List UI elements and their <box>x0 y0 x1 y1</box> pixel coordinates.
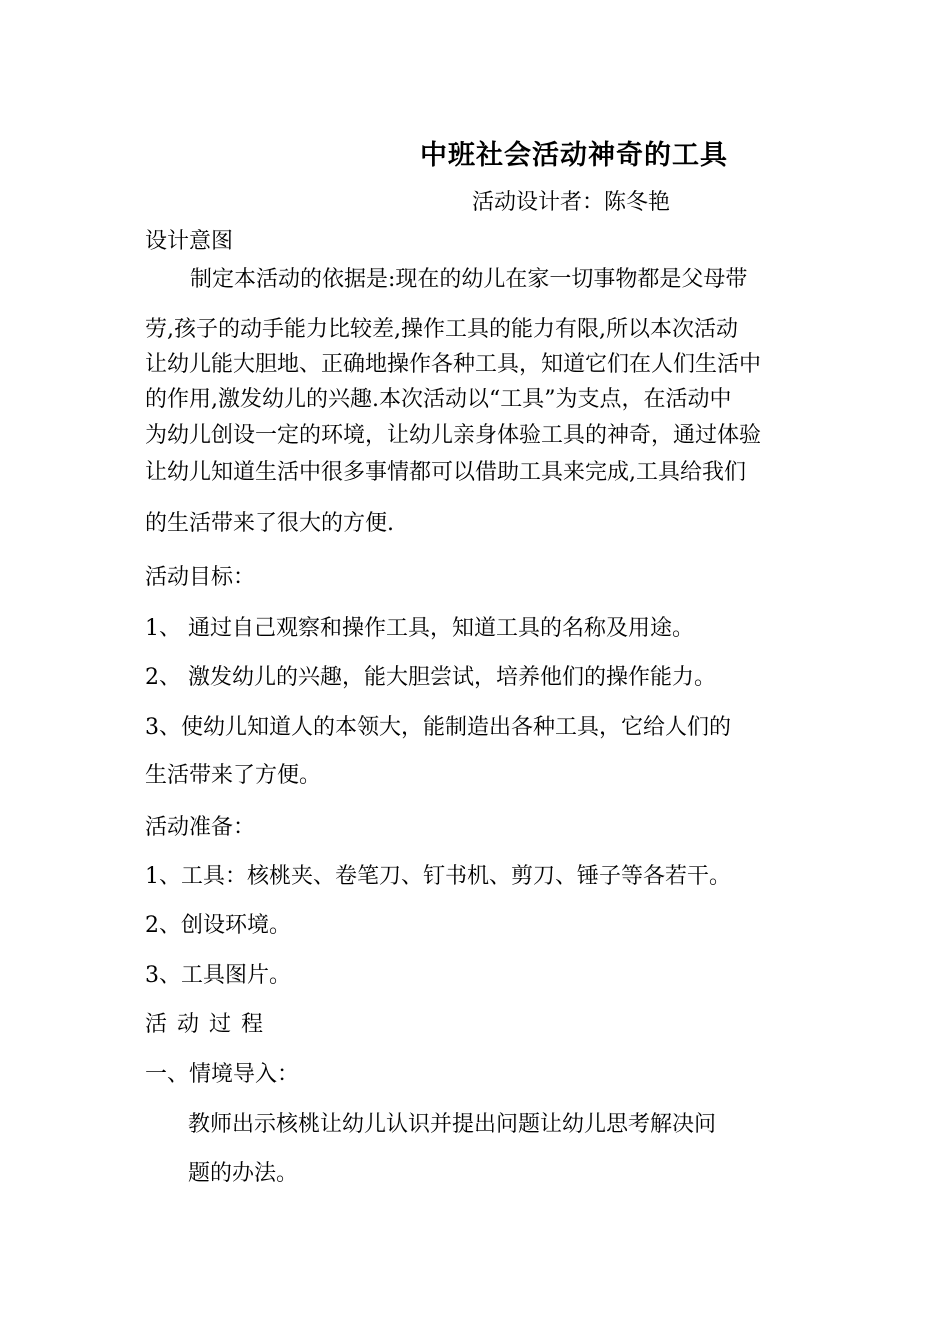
design-intent-line: 制定本活动的依据是:现在的幼儿在家一切事物都是父母带 <box>190 267 748 292</box>
process-heading: 活动过程 <box>145 1012 274 1037</box>
preparation-item: 3、工具图片。 <box>145 963 291 988</box>
goals-heading: 活动目标： <box>145 565 256 590</box>
design-intent-line: 为幼儿创设一定的环境，让幼儿亲身体验工具的神奇，通过体验 <box>145 423 762 448</box>
design-intent-line: 让幼儿知道生活中很多事情都可以借助工具来完成,工具给我们 <box>145 460 746 485</box>
design-intent-line: 让幼儿能大胆地、正确地操作各种工具，知道它们在人们生活中 <box>145 352 762 377</box>
goal-item: 1、 通过自己观察和操作工具，知道工具的名称及用途。 <box>145 616 694 641</box>
design-intent-line: 劳,孩子的动手能力比较差,操作工具的能力有限,所以本次活动 <box>145 317 738 342</box>
document-author: 活动设计者：陈冬艳 <box>472 190 671 215</box>
goal-item: 3、使幼儿知道人的本领大，能制造出各种工具，它给人们的 <box>145 715 731 740</box>
design-intent-line: 的作用,激发幼儿的兴趣.本次活动以“工具”为支点，在活动中 <box>145 387 732 412</box>
step1-line: 题的办法。 <box>188 1161 299 1186</box>
step1-heading: 一、情境导入： <box>145 1062 300 1087</box>
goal-item: 2、 激发幼儿的兴趣，能大胆尝试，培养他们的操作能力。 <box>145 665 716 690</box>
preparation-heading: 活动准备： <box>145 815 256 840</box>
preparation-item: 2、创设环境。 <box>145 913 291 938</box>
step1-line: 教师出示核桃让幼儿认识并提出问题让幼儿思考解决问 <box>188 1112 717 1137</box>
document-title: 中班社会活动神奇的工具 <box>420 140 728 171</box>
goal-item: 生活带来了方便。 <box>145 763 322 788</box>
preparation-item: 1、工具：核桃夹、卷笔刀、钉书机、剪刀、锤子等各若干。 <box>145 864 731 889</box>
design-intent-line: 的生活带来了很大的方便. <box>145 511 394 536</box>
design-intent-heading: 设计意图 <box>145 229 234 254</box>
